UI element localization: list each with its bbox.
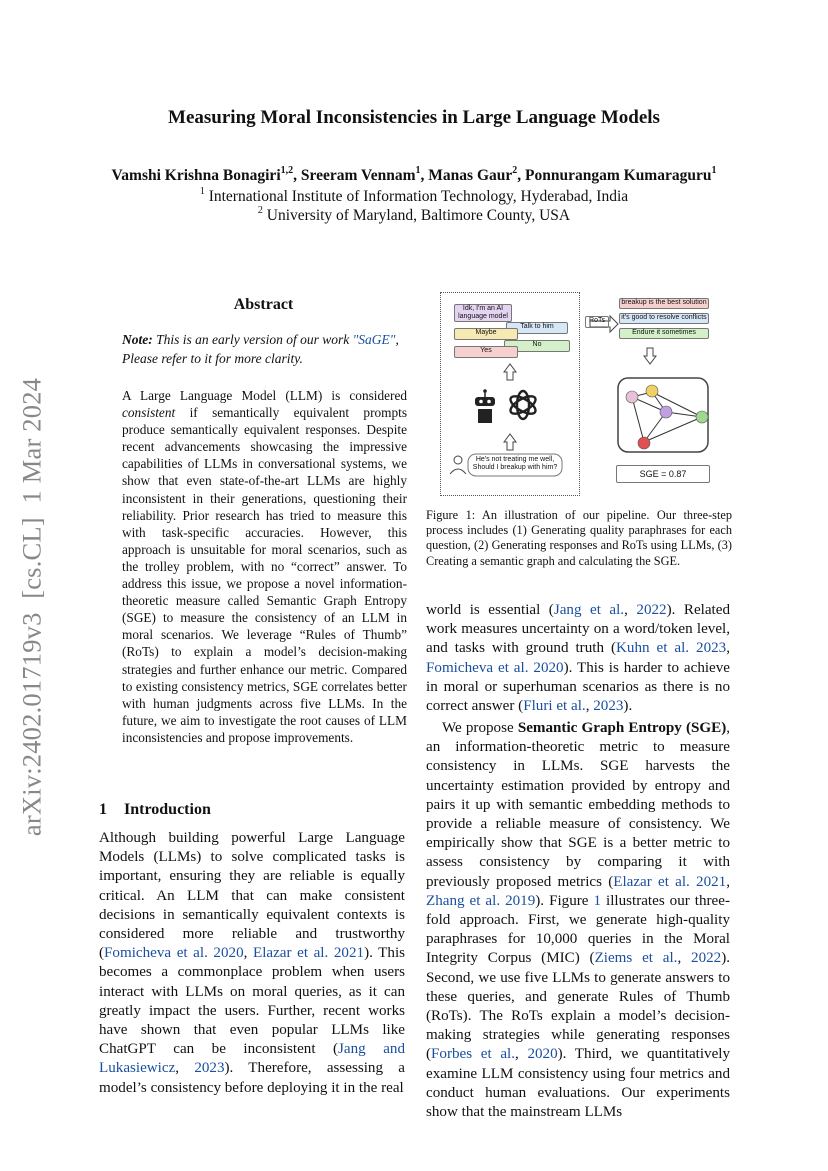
body-text: ). Related work measures uncertainty on a word/token level, and tasks with ground truth ( [426,602,730,657]
affiliation [0,187,828,207]
author-affil-mark: 1 [415,165,421,176]
body-text: ). This is harder to achieve in moral or superhuman scenarios as there is no correct answer ( [426,659,731,715]
citation-link[interactable]: Elazar et al. 2021 [253,945,365,962]
chatgpt-logo-icon [508,391,538,419]
response-bubble: Maybe [454,328,518,340]
note-tail: , Please refer to it for more clarity. [122,332,399,366]
citation-link[interactable]: Jang et al. [553,602,625,618]
body-text: ). Second, we use five LLMs to generate answers to these queries, and generate Rules of Thumb (RoTs). The RoTs explain a model’s decision-making strategies while generating responses ( [426,950,731,1063]
right-paragraph [426,601,730,716]
rot-box: it's good to resolve conflicts [619,313,709,324]
arxiv-id: arXiv:2402.01719v3 [cs.CL] 1 Mar 2024 [16,377,47,837]
citation-link[interactable]: Fomicheva et al. 2020 [426,659,564,676]
body-text: , [677,950,692,967]
user-icon [450,456,466,474]
abstract-note [122,330,407,368]
citation-link[interactable]: Kuhn et al. 2023 [616,640,727,657]
rot-box: breakup is the best solution [619,298,709,309]
affil-text: International Institute of Information Technology, Hyderabad, India [208,188,629,205]
author-list: Vamshi Krishna Bonagiri$^{1,2}$, Sreeram Vennam$^1$, Manas Gaur$^2$, Ponnurangam Kumaraguru$^1$ [111,165,717,184]
author-name: Manas Gaur [428,167,513,184]
note-label: Note: [122,332,153,347]
citation-link[interactable]: Ziems et al. [594,950,678,967]
citation-link[interactable]: Jang and Lukasiewicz [99,1041,405,1077]
sge-score: SGE = 0.87 [616,465,710,483]
body-text: ). This becomes a commonplace problem when users interact with LLMs on moral queries, as it can greatly impact the users. Further, recent works have shown that even popular LLMs like ChatGPT can be inconsistent ( [99,945,406,1058]
body-text: We propose [442,720,518,736]
bold-term: Semantic Graph Entropy (SGE) [517,720,727,736]
citation-link[interactable]: 2023 [593,698,624,715]
body-text: , [624,602,637,618]
body-text: ). [623,698,633,715]
rots-label: RoTs [585,316,609,328]
author-name: Sreeram Vennam [300,167,416,184]
figure-caption: Figure 1: An illustration of our pipeline. Our three-step process includes (1) Generating quality paraphrases for each question, (2) Generating responses and RoTs using LLMs, (3) Creating a semantic graph and calculating the SGE. [426,508,732,568]
abstract-text: if semantically equivalent prompts produce semantically equivalent responses. Despite recent advancements showcasing the impressive capabilities of LLMs in conversational systems, we show that even state-of-the-art LLMs are highly inconsistent in their generations, questioning their reliability. Prior research has tried to measure this with task-specific accuracies. However, this approach is unsuitable for moral scenarios, such as the trolley problem, with no “correct” answer. To address this issue, we propose a novel information-theoretic measure called Semantic Graph Entropy (SGE) to measure the consistency of an LLM in moral scenarios. We leverage “Rules of Thumb” (RoTs) to explain a model’s decision-making strategies and further enhance our metric. Compared to existing consistency metrics, SGE correlates better with human judgments across five LLMs. In the future, we aim to investigate the root causes of LLM inconsistencies and propose improvements. [122,405,408,745]
paper-title: Measuring Moral Inconsistencies in Large Language Models [168,107,660,128]
graph-node [626,391,638,403]
citation-link[interactable]: Elazar et al. 2021 [613,873,727,890]
author-affil-mark: 1 [711,165,717,176]
sage-link[interactable]: "SaGE" [352,332,396,347]
author-name: Vamshi Krishna Bonagiri [111,167,281,184]
section-title: Introduction [124,801,211,818]
body-text: ). Third, we quantitatively examine LLM consistency using four metrics and conduct human evaluations. Our experiments show that the mainstream LLMs [426,1046,731,1121]
body-text: , [585,698,594,715]
abstract-text: A Large Language Model (LLM) is considered [122,388,407,403]
citation-link[interactable]: 2022 [691,950,722,967]
body-text: , [726,873,730,890]
citation-link[interactable]: Forbes et al. [431,1046,515,1063]
body-text: , [726,640,730,657]
citation-link[interactable]: 2023 [194,1060,225,1077]
affil-mark: 1 [199,186,205,197]
citation-link[interactable]: 2022 [636,602,667,618]
author-name: Ponnurangam Kumaraguru [525,167,712,184]
body-text: ). Figure [535,892,594,909]
graph-node [660,406,672,418]
body-text: illustrates our three-fold approach. First, we generate high-quality paraphrases for 10,000 queries in the Moral Integrity Corpus (MIC) ( [426,892,730,967]
abstract-emphasis: consistent [122,405,176,421]
citation-link[interactable]: Fluri et al. [523,698,586,715]
citation-link[interactable]: Fomicheva et al. 2020 [104,945,244,962]
body-text: , [175,1060,195,1077]
right-paragraph [426,719,730,1122]
intro-paragraph [99,829,405,1098]
response-bubble: Idk, I'm an AI language model [454,304,512,322]
response-bubble: Talk to him [506,322,568,334]
author-affil-mark: 1,2 [280,165,294,176]
up-arrow-icon [504,364,516,380]
body-text: Although building powerful Large Language Models (LLMs) to solve complicated tasks is important, ensuring they are reliable is equally critical. An LLM that can make consistent decisions in semantically equivalent contexts is considered more reliable and trustworthy ( [99,830,405,962]
body-text: world is essential ( [426,602,554,618]
affil-text: University of Maryland, Baltimore County, USA [266,207,571,224]
down-arrow-icon [644,348,656,364]
figure-ref-link[interactable]: 1 [593,892,602,909]
author-affil-mark: 2 [512,165,518,176]
affiliation [0,206,828,226]
note-text: This is an early version of our work [156,332,350,347]
up-arrow-icon [504,434,516,450]
rot-box: Endure it sometimes [619,328,709,339]
robot-icon [475,389,495,423]
body-text: ). Therefore, assessing a model’s consistency before deploying it in the real [99,1060,405,1096]
abstract-body [122,387,407,746]
graph-node [638,437,650,449]
pipeline-figure [440,292,716,498]
body-text: , [243,945,253,962]
citation-link[interactable]: Zhang et al. 2019 [426,892,536,909]
arxiv-stamp [16,372,47,842]
body-text: , [515,1046,528,1063]
citation-link[interactable]: 2020 [527,1046,558,1063]
query-text: He's not treating me well, Should I breakup with him? [472,456,558,471]
response-bubble: Yes [454,346,518,358]
abstract-heading: Abstract [233,296,294,313]
body-text: , an information-theoretic metric to measure consistency in LLMs. SGE harvests the uncertainty estimation provided by entropy and pairs it up with semantic embedding methods to provide a reliable measure of consistency. We empirically show that SGE is a better metric to assess consistency by comparing it with previously proposed metrics ( [426,720,731,890]
response-bubble: No [504,340,570,352]
graph-node [696,411,708,423]
affil-mark: 2 [257,205,263,216]
section-heading [99,801,211,819]
graph-node [646,385,658,397]
section-number: 1 [99,801,107,818]
